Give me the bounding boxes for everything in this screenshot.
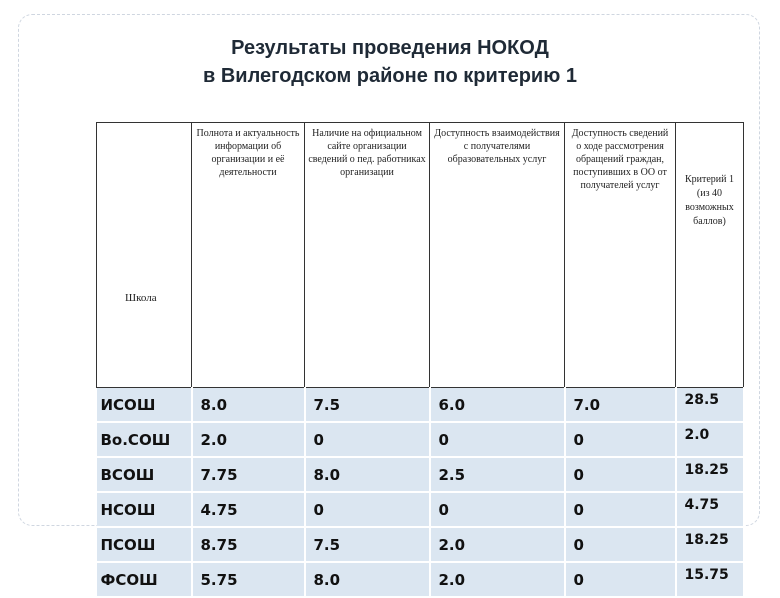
table-row bbox=[97, 527, 744, 562]
table-cell: 8.0 bbox=[305, 562, 430, 597]
criterion-total: 2.0 bbox=[676, 422, 744, 457]
table-cell: 8.75 bbox=[192, 527, 305, 562]
table-cell: 2.5 bbox=[430, 457, 565, 492]
table-row bbox=[97, 457, 744, 492]
header-criterion-total: Критерий 1 (из 40 возможных баллов) bbox=[676, 123, 744, 388]
table-cell: 2.0 bbox=[430, 527, 565, 562]
table-cell: 8.0 bbox=[192, 388, 305, 423]
criterion-total: 15.75 bbox=[676, 562, 744, 597]
school-name: Во.СОШ bbox=[97, 422, 192, 457]
table-cell: 0 bbox=[565, 527, 676, 562]
slide-title bbox=[0, 34, 780, 90]
table-cell: 0 bbox=[305, 492, 430, 527]
table-cell: 2.0 bbox=[430, 562, 565, 597]
table-cell: 0 bbox=[565, 492, 676, 527]
header-staff-info: Наличие на официальном сайте организации сведений о пед. работниках организации bbox=[305, 123, 430, 388]
school-name: НСОШ bbox=[97, 492, 192, 527]
title-line-1: Результаты проведения НОКОД bbox=[231, 37, 549, 59]
header-appeals: Доступность сведений о ходе рассмотрения обращений граждан, поступивших в ОО от получателей услуг bbox=[565, 123, 676, 388]
table-cell: 8.0 bbox=[305, 457, 430, 492]
criterion-total: 18.25 bbox=[676, 527, 744, 562]
header-interaction: Доступность взаимодействия с получателями образовательных услуг bbox=[430, 123, 565, 388]
table-cell: 7.5 bbox=[305, 527, 430, 562]
table-cell: 0 bbox=[565, 562, 676, 597]
table-cell: 0 bbox=[430, 492, 565, 527]
table-cell: 0 bbox=[565, 457, 676, 492]
table-cell: 0 bbox=[565, 422, 676, 457]
criterion-total: 4.75 bbox=[676, 492, 744, 527]
table-cell: 7.0 bbox=[565, 388, 676, 423]
table-row bbox=[97, 492, 744, 527]
table-cell: 7.5 bbox=[305, 388, 430, 423]
header-completeness: Полнота и актуальность информации об организации и её деятельности bbox=[192, 123, 305, 388]
table-row bbox=[97, 562, 744, 597]
school-name: ИСОШ bbox=[97, 388, 192, 423]
table-cell: 2.0 bbox=[192, 422, 305, 457]
table-cell: 6.0 bbox=[430, 388, 565, 423]
table-cell: 4.75 bbox=[192, 492, 305, 527]
table-cell: 0 bbox=[430, 422, 565, 457]
school-name: ФСОШ bbox=[97, 562, 192, 597]
criterion-total: 18.25 bbox=[676, 457, 744, 492]
title-line-2: в Вилегодском районе по критерию 1 bbox=[203, 65, 577, 87]
table-row bbox=[97, 422, 744, 457]
school-name: ВСОШ bbox=[97, 457, 192, 492]
header-school: Школа bbox=[97, 123, 192, 388]
criterion-total: 28.5 bbox=[676, 388, 744, 423]
table-cell: 7.75 bbox=[192, 457, 305, 492]
table-cell: 0 bbox=[305, 422, 430, 457]
table-row bbox=[97, 388, 744, 423]
header-row bbox=[97, 123, 744, 388]
school-name: ПСОШ bbox=[97, 527, 192, 562]
results-table bbox=[96, 122, 745, 598]
table-cell: 5.75 bbox=[192, 562, 305, 597]
